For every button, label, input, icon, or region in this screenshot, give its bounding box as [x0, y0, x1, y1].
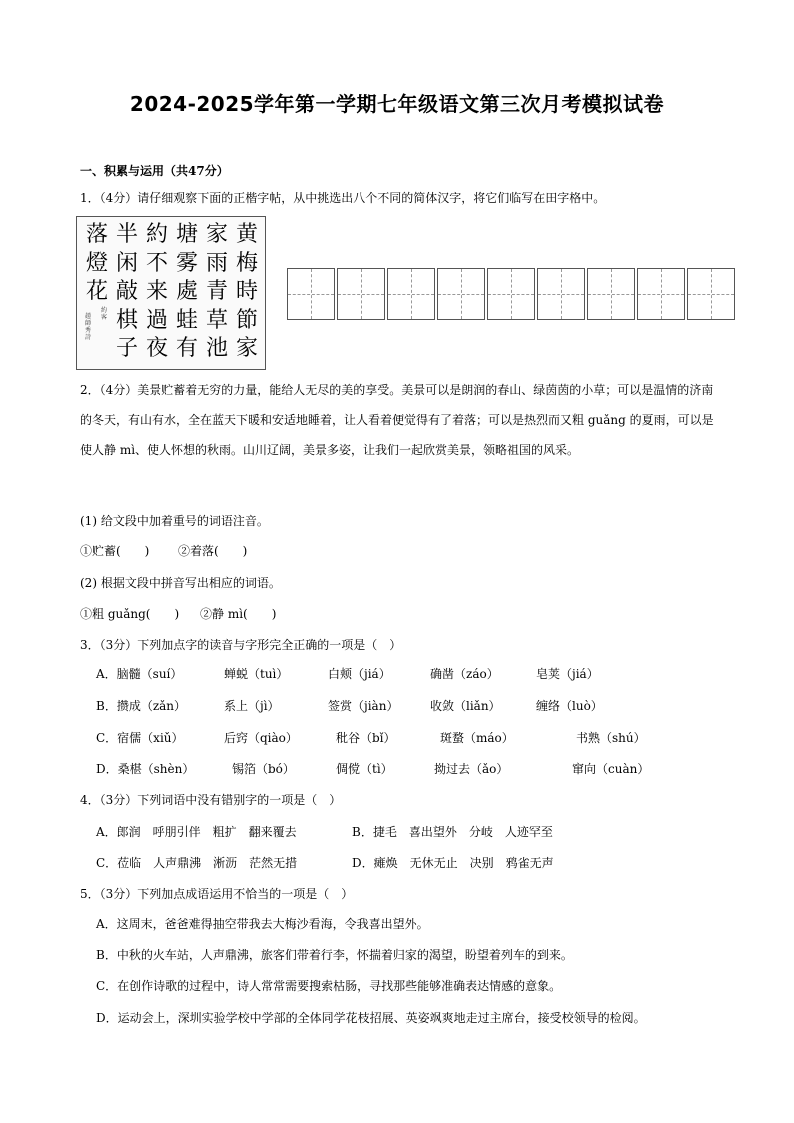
callig-col-1: 黄 梅 時 節 家: [235, 222, 258, 361]
writing-box[interactable]: [537, 268, 585, 320]
writing-box[interactable]: [587, 268, 635, 320]
q3-option: A．脑髓（suí）: [96, 667, 183, 681]
q3-option: 倜傥（tì）: [336, 762, 393, 776]
q2-sub2-a: ①粗 guǎng( ): [80, 607, 180, 621]
calligraphy-signature-2: 約客: [101, 307, 108, 321]
calligraphy-signature: 趙師秀詩: [85, 313, 92, 341]
q3-option: 签赏（jiàn）: [328, 699, 399, 713]
q2-sub1: (1) 给文段中加着重号的词语注音。: [80, 514, 269, 528]
writing-box[interactable]: [437, 268, 485, 320]
q3-option: D．桑椹（shèn）: [96, 762, 195, 776]
q3-option: B．攒成（zǎn）: [96, 699, 187, 713]
q4-stem: 4．（3分）下列词语中没有错别字的一项是（ ）: [80, 793, 342, 807]
writing-box[interactable]: [487, 268, 535, 320]
q5-option-a: A．这周末，爸爸难得抽空带我去大梅沙看海，令我喜出望外。: [96, 917, 429, 931]
writing-box[interactable]: [687, 268, 735, 320]
q3-stem: 3．（3分）下列加点字的读音与字形完全正确的一项是（ ）: [80, 638, 402, 652]
q4-option: C．莅临 人声鼎沸 淅沥 茫然无措: [96, 856, 298, 870]
writing-box[interactable]: [637, 268, 685, 320]
q3-option: 锡箔（bó）: [232, 762, 295, 776]
q3-option: 拗过去（ǎo）: [434, 762, 509, 776]
q1-text: 1．（4分）请仔细观察下面的正楷字帖，从中挑选出八个不同的简体汉字，将它们临写在田字格中。: [80, 191, 606, 205]
q3-option: 系上（jì）: [224, 699, 280, 713]
callig-col-4: 約 不 来 過 夜: [145, 222, 168, 361]
q3-option: 后窍（qiào）: [224, 731, 298, 745]
callig-col-3: 塘 雾 處 蛙 有: [175, 222, 198, 361]
q3-option: 秕谷（bǐ）: [336, 731, 396, 745]
q3-option: 皂荚（jiá）: [536, 667, 599, 681]
q3-option: 白颊（jiá）: [328, 667, 391, 681]
q3-option: 斑蝥（máo）: [440, 731, 514, 745]
section-heading: 一、积累与运用（共47分）: [80, 164, 229, 178]
q4-option: D．瘫焕 无休无止 决别 鸦雀无声: [352, 856, 554, 870]
writing-box[interactable]: [337, 268, 385, 320]
q3-option: 收敛（liǎn）: [430, 699, 501, 713]
q4-option: A．郎润 呼朋引伴 粗扩 翻来覆去: [96, 825, 297, 839]
q5-option-c: C．在创作诗歌的过程中，诗人常常需要搜索枯肠，寻找那些能够准确表达情感的意象。: [96, 979, 562, 993]
q3-option: 窜向（cuàn）: [572, 762, 650, 776]
q3-option: C．宿儒（xiǔ）: [96, 731, 184, 745]
q5-stem: 5．（3分）下列加点成语运用不恰当的一项是（ ）: [80, 887, 354, 901]
callig-col-2: 家 雨 青 草 池: [205, 222, 228, 361]
q3-option: 蝉蜕（tuì）: [224, 667, 289, 681]
callig-col-6: 落 燈 花: [85, 222, 108, 304]
writing-box[interactable]: [287, 268, 335, 320]
q5-option-b: B．中秋的火车站，人声鼎沸，旅客们带着行李，怀揣着归家的渴望，盼望着列车的到来。: [96, 948, 573, 962]
q5-option-d: D．运动会上，深圳实验学校中学部的全体同学花枝招展、英姿飒爽地走过主席台，接受校领导的检阅。: [96, 1011, 646, 1025]
q2-paragraph: 2．（4分）美景贮蓄着无穷的力量，能给人无尽的美的享受。美景可以是朗润的春山、绿茵茵的小草；可以是温情的济南的冬天，有山有水，全在蓝天下暖和安适地睡着，让人看着便觉得有了着落；可以是热烈而又粗 guǎng 的夏雨，可以是使人静 mì、使人怀想的秋雨。山川辽阔，美景多姿，让我们一起欣赏美景，领略祖国的风采。: [80, 383, 714, 457]
writing-box[interactable]: [387, 268, 435, 320]
calligraphy-sample: [76, 216, 266, 370]
q2-sub1-b: ②着落( ): [178, 544, 248, 558]
q4-option: B．捷毛 喜出望外 分岐 人迹罕至: [352, 825, 553, 839]
page-title: 2024-2025学年第一学期七年级语文第三次月考模拟试卷: [129, 92, 665, 116]
q3-option: 书熟（shú）: [576, 731, 646, 745]
q2-sub1-a: ①贮蓄( ): [80, 544, 150, 558]
q2-sub2: (2) 根据文段中拼音写出相应的词语。: [80, 576, 281, 590]
q3-option: 缠络（luò）: [536, 699, 603, 713]
q2-sub2-b: ②静 mì( ): [200, 607, 277, 621]
q3-option: 确凿（záo）: [430, 667, 499, 681]
callig-col-5: 半 闲 敲 棋 子: [115, 222, 138, 361]
